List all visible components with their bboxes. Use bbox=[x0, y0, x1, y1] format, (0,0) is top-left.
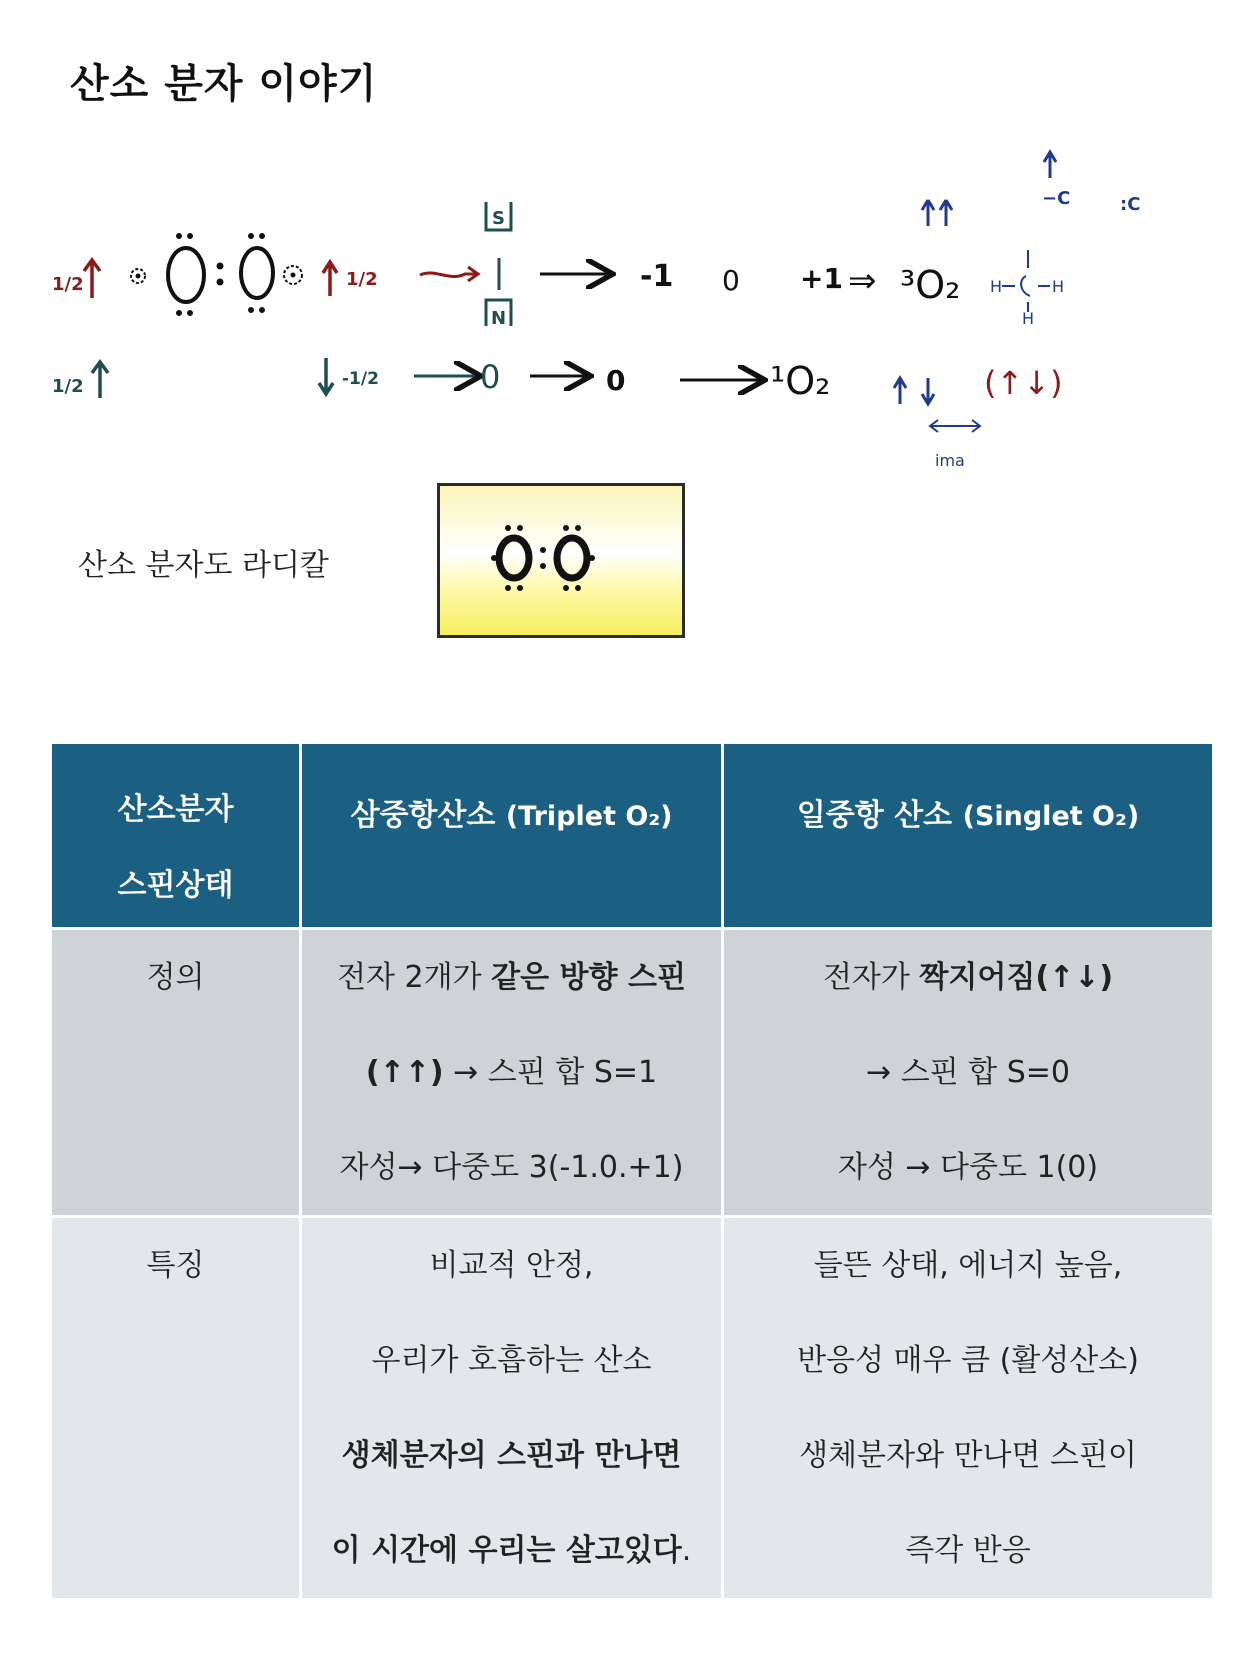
carbon-spin-arrow bbox=[1044, 152, 1056, 178]
level-zero-singlet: 0 bbox=[606, 364, 626, 397]
ima-label: ima bbox=[935, 451, 965, 470]
o2-dot-structure-icon bbox=[440, 486, 682, 635]
singlet-up-down-arrows bbox=[894, 378, 934, 404]
singlet-features-cell: 들뜬 상태, 에너지 높음, 반응성 매우 큼 (활성산소) 생체분자와 만나면 스핀이 즉각 반응 bbox=[723, 1217, 1214, 1600]
header-spin-state: 산소분자 스핀상태 bbox=[51, 743, 301, 929]
implies-arrow: ⇒ bbox=[848, 261, 877, 301]
o2-radical-image bbox=[437, 483, 685, 638]
ch-molecule-sketch bbox=[1002, 250, 1050, 312]
triplet-o2-label: ³O₂ bbox=[900, 263, 961, 307]
page-title: 산소 분자 이야기 bbox=[70, 61, 378, 107]
oxygen-spin-sketch bbox=[40, 140, 1240, 510]
neg-half-spin-label: -1/2 bbox=[342, 369, 379, 389]
half-spin-label-1 bbox=[52, 274, 84, 295]
table-row bbox=[51, 1217, 1214, 1600]
colon-c-label: :C bbox=[1120, 194, 1141, 215]
table-row bbox=[51, 929, 1214, 1217]
triplet-definition-cell: 전자 2개가 같은 방향 스핀 (↑↑) → 스핀 합 S=1 자성→ 다중도 3(-1.0.+1) bbox=[301, 929, 723, 1217]
level-zero: 0 bbox=[722, 264, 740, 297]
half-spin-label-2: 1/2 bbox=[346, 269, 378, 290]
zero-spin-label: 0 bbox=[480, 358, 501, 396]
table-header-row bbox=[51, 743, 1214, 929]
minus-c-label: −C bbox=[1042, 188, 1071, 209]
h-atom-left: H bbox=[990, 277, 1003, 296]
h-atom-bottom: H bbox=[1022, 309, 1035, 328]
row-label-definition: 정의 bbox=[51, 929, 301, 1217]
spin-up-arrow-red-2 bbox=[323, 262, 337, 296]
triplet-up-arrows bbox=[922, 200, 952, 226]
double-headed-arrow bbox=[930, 420, 980, 432]
row-label-features: 특징 bbox=[51, 1217, 301, 1600]
spin-down-arrow-green bbox=[319, 358, 333, 394]
box-n-label: N bbox=[491, 308, 507, 329]
o2-lewis-structure bbox=[131, 234, 302, 316]
spin-up-arrow-red bbox=[84, 260, 100, 298]
radical-caption: 산소 분자도 라디칼 bbox=[78, 548, 329, 583]
singlet-o2-label: ¹O₂ bbox=[770, 359, 831, 403]
transition-arrow-red bbox=[420, 267, 478, 281]
singlet-definition-cell: 전자가 짝지어짐(↑↓) → 스핀 합 S=0 자성 → 다중도 1(0) bbox=[723, 929, 1214, 1217]
h-atom-right: H bbox=[1052, 277, 1065, 296]
half-spin-label-3: 1/2 bbox=[52, 376, 84, 397]
level-plus1: +1 bbox=[800, 262, 843, 295]
triplet-features-cell: 비교적 안정, 우리가 호흡하는 산소 생체분자의 스핀과 만나면 이 시간에 우리는 살고있다. bbox=[301, 1217, 723, 1600]
box-s-label: S bbox=[492, 208, 505, 229]
paired-spin-label: (↑↓) bbox=[984, 364, 1063, 402]
svg-text:1/2: 1/2 bbox=[52, 274, 84, 295]
spin-up-arrow-green bbox=[92, 362, 108, 398]
header-triplet: 삼중항산소 (Triplet O₂) bbox=[301, 743, 723, 929]
spin-state-table bbox=[49, 741, 1215, 1601]
header-singlet: 일중항 산소 (Singlet O₂) bbox=[723, 743, 1214, 929]
level-minus1: -1 bbox=[640, 259, 674, 294]
